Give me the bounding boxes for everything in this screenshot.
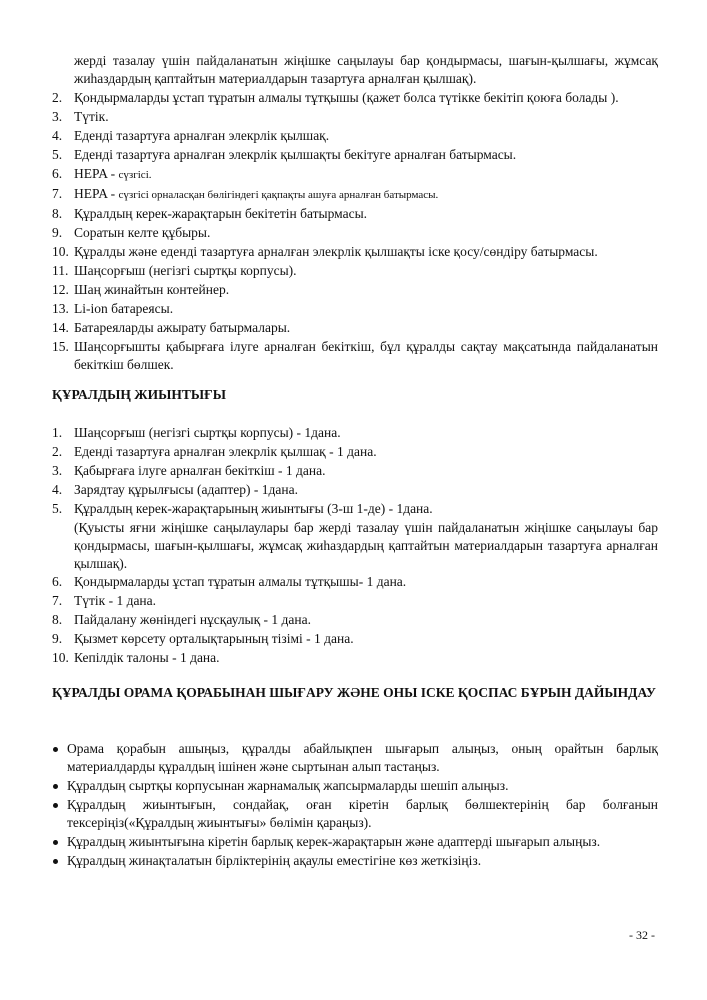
list-item — [52, 243, 658, 261]
list-item — [52, 146, 658, 164]
list-item — [52, 500, 658, 518]
list-item-number: 15. — [52, 339, 69, 354]
list-item — [52, 424, 658, 442]
list-item-text: Шаңсорғыш (негізгі сыртқы корпусы) - 1дана. — [74, 425, 341, 440]
prep-bullet-list — [52, 740, 658, 871]
prep-heading: ҚҰРАЛДЫ ОРАМА ҚОРАБЫНАН ШЫҒАРУ ЖӘНЕ ОНЫ ІСКЕ ҚОСПАС БҰРЫН ДАЙЫНДАУ — [52, 685, 656, 700]
list-item-text: Еденді тазартуға арналған элекрлік қылшақ. — [74, 128, 330, 143]
list-item-number: 12. — [52, 282, 69, 297]
bullet-item — [52, 777, 658, 795]
list-item-text: Кепілдік талоны - 1 дана. — [74, 650, 220, 665]
list-item — [52, 338, 658, 374]
bullet-item — [52, 833, 658, 851]
list-item — [52, 300, 658, 318]
list-item-text: Қондырмаларды ұстап тұратын алмалы тұтқышы- 1 дана. — [74, 574, 407, 589]
bullet-icon — [53, 784, 58, 789]
bullet-item-text: Құралдың жиынтығына кіретін барлық керек-жарақтарын және адаптерді шығарып алыңыз. — [67, 834, 601, 849]
list-item — [52, 592, 658, 610]
list-item-text: Соратын келте құбыры. — [74, 225, 211, 240]
bullet-item — [52, 852, 658, 870]
list-item-text: Құралды және еденді тазартуға арналған элекрлік қылшақты іске қосу/сөндіру батырмасы. — [74, 244, 598, 259]
list-item-number: 6. — [52, 166, 63, 181]
list-item — [52, 108, 658, 126]
list-item-small-text: сүзгісі. — [118, 169, 152, 181]
list-item — [52, 89, 658, 107]
bullet-icon — [53, 840, 58, 845]
list-item-number: 5. — [52, 147, 63, 162]
parts-list-continued-text: жерді тазалау үшін пайдаланатын жіңішке саңылауы бар қондырмасы, шағын-қылшағы, жұмсақ жиһаздардың қаптайтын материалдарын тазартуға арналған қылшақ). — [74, 53, 658, 86]
list-item — [52, 630, 658, 648]
list-item-text: Құралдың керек-жарақтарын бекітетін батырмасы. — [74, 206, 368, 221]
list-item-number: 8. — [52, 612, 63, 627]
list-item-number: 3. — [52, 463, 63, 478]
list-item-text: Шаңсорғышты қабырғаға ілуге арналған бекіткіш, бұл құралды сақтау мақсатында пайдаланатын бекіткіш бөлшек. — [74, 339, 658, 372]
list-item-text: Қондырмаларды ұстап тұратын алмалы тұтқышы (қажет болса түтікке бекітіп қоюға болады ). — [74, 90, 619, 105]
bullet-icon — [53, 803, 58, 808]
list-item — [52, 573, 658, 591]
list-item-text: Li-ion батареясы. — [74, 301, 174, 316]
list-item-number: 11. — [52, 263, 69, 278]
list-item-number: 4. — [52, 482, 63, 497]
list-item-text: Батареяларды ажырату батырмалары. — [74, 320, 291, 335]
list-item — [52, 281, 658, 299]
list-item — [52, 462, 658, 480]
list-item — [52, 262, 658, 280]
list-item — [52, 611, 658, 629]
list-item-number: 9. — [52, 225, 63, 240]
bullet-icon — [53, 747, 58, 752]
list-item-number: 7. — [52, 593, 63, 608]
bullet-item-text: Құралдың жинақталатын бірліктерінің ақаулы еместігіне көз жеткізіңіз. — [67, 853, 482, 868]
list-item-text: Құралдың керек-жарақтарының жиынтығы (3-ш 1-де) - 1дана. — [74, 501, 433, 516]
list-item — [52, 481, 658, 499]
list-item — [52, 649, 658, 667]
list-item-text: Зарядтау құрылғысы (адаптер) - 1дана. — [74, 482, 298, 497]
kit-list — [52, 424, 658, 519]
list-item — [52, 443, 658, 461]
list-item-number: 1. — [52, 425, 63, 440]
list-item — [52, 185, 658, 204]
list-item-number: 14. — [52, 320, 69, 335]
list-item-text: Шаңсорғыш (негізгі сыртқы корпусы). — [74, 263, 297, 278]
list-item-text: Қызмет көрсету орталықтарының тізімі - 1 дана. — [74, 631, 354, 646]
kit-list-continued — [52, 573, 658, 668]
list-item-number: 5. — [52, 501, 63, 516]
list-item — [52, 205, 658, 223]
list-item-text: Пайдалану жөніндегі нұсқаулық - 1 дана. — [74, 612, 312, 627]
list-item-text: Түтік - 1 дана. — [74, 593, 157, 608]
list-item-number: 8. — [52, 206, 63, 221]
list-item — [52, 127, 658, 145]
kit-note: (Қуысты яғни жіңішке саңылаулары бар жерді тазалау үшін пайдаланатын жіңішке саңылауы бар қондырмасы, шағын-қылшағы, жұмсақ жиһаздардың қаптайтын материалдарын тазартуға арналған қылшақ). — [74, 520, 658, 571]
bullet-item-text: Құралдың сыртқы корпусынан жарнамалық жапсырмаларды шешіп алыңыз. — [67, 778, 509, 793]
list-item-number: 10. — [52, 244, 69, 259]
kit-heading: ҚҰРАЛДЫҢ ЖИЫНТЫҒЫ — [52, 387, 226, 402]
list-item-number: 9. — [52, 631, 63, 646]
list-item-number: 10. — [52, 650, 69, 665]
bullet-item — [52, 740, 658, 776]
bullet-item — [52, 796, 658, 832]
list-item-text: Еденді тазартуға арналған элекрлік қылшақ - 1 дана. — [74, 444, 377, 459]
page-number: - 32 - — [629, 928, 655, 942]
bullet-item-text: Орама қорабын ашыңыз, құралды абайлықпен шығарып алыңыз, оның орайтын барлық материалдарды құралдың ішінен және сыртынан алып тастаңыз. — [67, 741, 658, 774]
list-item-number: 3. — [52, 109, 63, 124]
list-item — [52, 319, 658, 337]
list-item-number: 13. — [52, 301, 69, 316]
list-item-small-text: сүзгісі орналасқан бөлігіндегі қақпақты ашуға арналған батырмасы. — [118, 189, 439, 201]
list-item — [52, 165, 658, 184]
parts-list — [52, 89, 658, 375]
list-item — [52, 224, 658, 242]
list-item-text: Қабырғаға ілуге арналған бекіткіш - 1 дана. — [74, 463, 326, 478]
bullet-item-text: Құралдың жиынтығын, сондайақ, оған кіретін барлық бөлшектерінің бар болғанын тексеріңіз(«Құралдың жиынтығы» бөлімін қараңыз). — [67, 797, 658, 830]
bullet-icon — [53, 859, 58, 864]
list-item-text: HEPA - — [74, 166, 119, 181]
list-item-text: Шаң жинайтын контейнер. — [74, 282, 230, 297]
list-item-number: 2. — [52, 444, 63, 459]
list-item-number: 4. — [52, 128, 63, 143]
list-item-number: 7. — [52, 186, 63, 201]
list-item-number: 2. — [52, 90, 63, 105]
list-item-text: Еденді тазартуға арналған элекрлік қылшақты бекітуге арналған батырмасы. — [74, 147, 517, 162]
list-item-number: 6. — [52, 574, 63, 589]
list-item-text: HEPA - — [74, 186, 119, 201]
list-item-text: Түтік. — [74, 109, 109, 124]
